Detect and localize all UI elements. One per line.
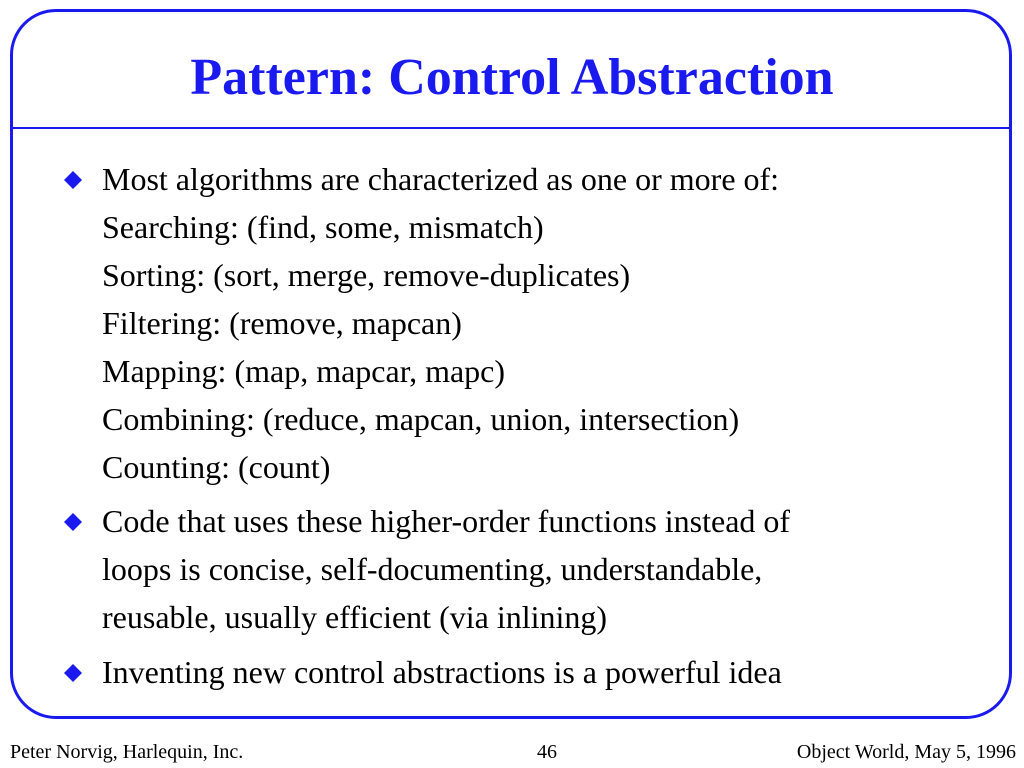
slide-title: Pattern: Control Abstraction (190, 49, 834, 106)
bullet-line: loops is concise, self-documenting, understandable, (102, 551, 763, 587)
diamond-bullet-icon (64, 664, 82, 682)
bullet-item (64, 155, 994, 491)
bullet-line: Code that uses these higher-order functions instead of (102, 503, 791, 539)
bullet-item (64, 648, 994, 696)
footer-author: Peter Norvig, Harlequin, Inc. (10, 741, 244, 763)
bullet-line: Searching: (find, some, mismatch) (102, 209, 544, 245)
bullet-line: Mapping: (map, mapcar, mapc) (102, 353, 506, 389)
footer-page-number: 46 (537, 741, 557, 763)
bullet-line: reusable, usually efficient (via inlining) (102, 599, 608, 635)
diamond-bullet-icon (64, 171, 82, 189)
bullet-line: Combining: (reduce, mapcan, union, intersection) (102, 401, 740, 437)
bullet-item (64, 497, 994, 641)
diamond-bullet-icon (64, 513, 82, 531)
bullet-line: Inventing new control abstractions is a powerful idea (102, 654, 782, 690)
bullet-line: Counting: (count) (102, 449, 331, 485)
footer-event: Object World, May 5, 1996 (796, 741, 1016, 763)
bullet-line: Most algorithms are characterized as one or more of: (102, 161, 780, 197)
bullet-line: Sorting: (sort, merge, remove-duplicates) (102, 257, 631, 293)
bullet-line: Filtering: (remove, mapcan) (102, 305, 462, 341)
